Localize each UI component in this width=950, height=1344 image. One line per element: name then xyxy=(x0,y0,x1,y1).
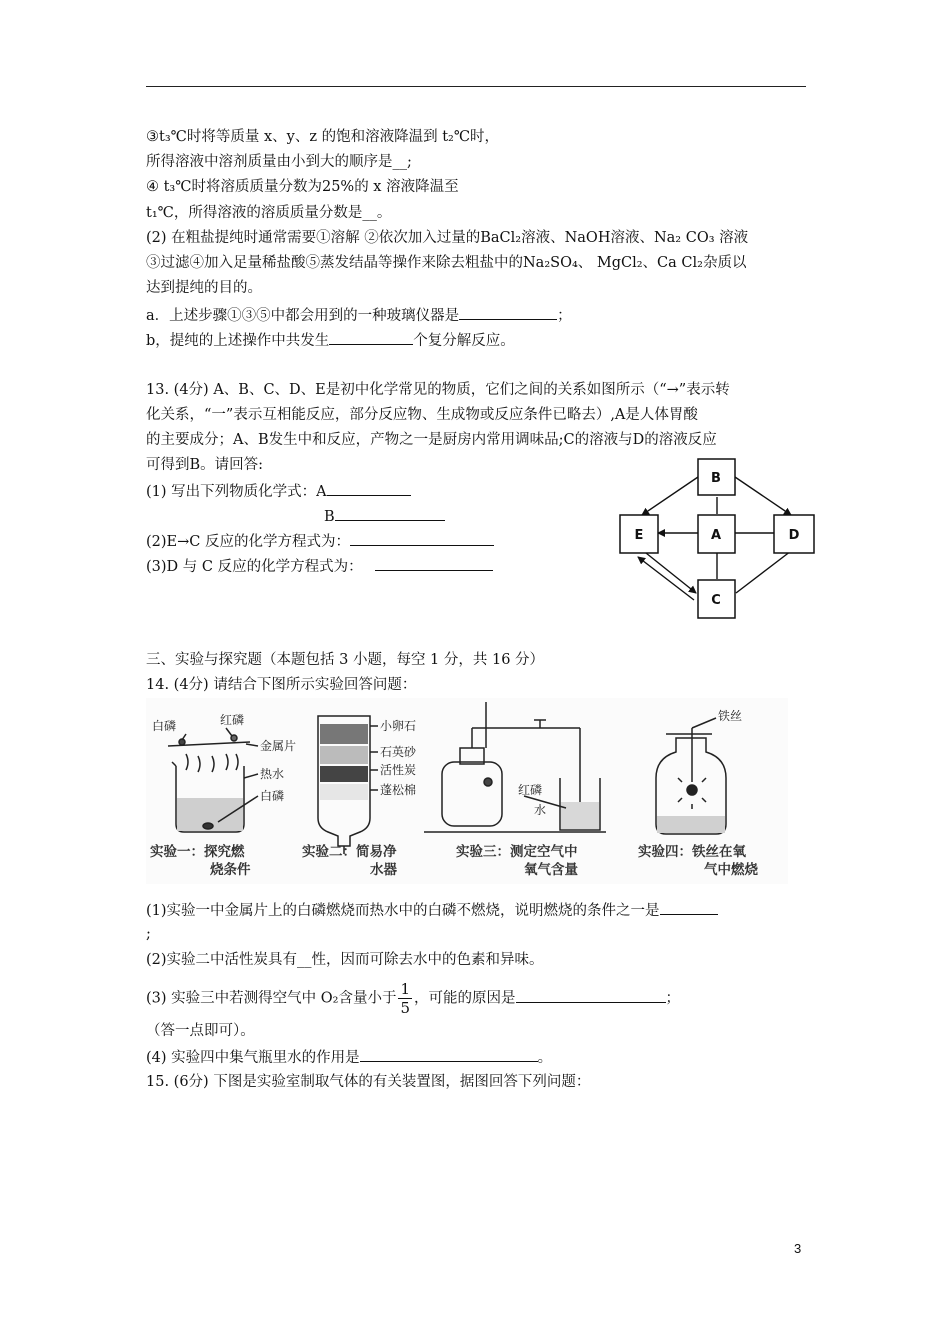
fraction-numerator: 1 xyxy=(400,980,411,998)
q14-line-5-text: (4) 实验四中集气瓶里水的作用是 xyxy=(146,1050,360,1066)
q12-line-2: 所得溶液中溶剂质量由小到大的顺序是__; xyxy=(146,154,412,170)
q12-line-8-end: ； xyxy=(557,308,572,324)
q14-line-5 xyxy=(146,1047,552,1067)
node-B-label: B xyxy=(711,471,721,486)
relationship-diagram xyxy=(608,455,823,630)
q12-line-3: ④ t₃℃时将溶质质量分数为25%的 x 溶液降温至 xyxy=(146,179,459,195)
answer-blank-B-formula[interactable] xyxy=(335,506,445,521)
q12-line-8 xyxy=(146,305,572,325)
q12-line-9-end: 个复分解反应。 xyxy=(413,333,515,349)
q12-line-4: t₁℃，所得溶液的溶质质量分数是__。 xyxy=(146,205,392,221)
q12-line-9 xyxy=(146,330,515,350)
q14-title: 14. (4分) 请结合下图所示实验回答问题： xyxy=(146,677,417,693)
fig-label-activated-carbon: 活性炭 xyxy=(380,763,417,777)
answer-blank-water-purpose[interactable] xyxy=(360,1047,538,1062)
node-A-label: A xyxy=(710,528,722,543)
answer-blank-A-formula[interactable] xyxy=(327,481,411,496)
q13-line-6-text: B xyxy=(324,509,335,525)
node-D-label: D xyxy=(788,528,800,543)
caption-exp2-a: 实验二：简易净 xyxy=(302,844,397,860)
answer-blank-reason[interactable] xyxy=(516,988,666,1003)
q12-line-7: 达到提纯的目的。 xyxy=(146,280,262,296)
fig-label-white-phosphorus-2: 白磷 xyxy=(260,789,285,803)
fig-label-white-phosphorus: 白磷 xyxy=(152,719,177,733)
q13-line-5 xyxy=(146,481,411,501)
experiment-figure xyxy=(146,698,788,884)
answer-blank-E-to-C-equation[interactable] xyxy=(350,531,494,546)
caption-exp4-a: 实验四：铁丝在氧 xyxy=(638,844,746,860)
section-3-heading: 三、实验与探究题（本题包括 3 小题，每空 1 分，共 16 分） xyxy=(146,652,545,668)
fig-label-water: 水 xyxy=(534,803,547,817)
q14-line-2: (2)实验二中活性炭具有__性，因而可除去水中的色素和异味。 xyxy=(146,952,544,968)
q14-line-1 xyxy=(146,900,718,920)
answer-blank-reaction-count[interactable] xyxy=(329,330,413,345)
q15-title: 15. (6分) 下图是实验室制取气体的有关装置图，据图回答下列问题： xyxy=(146,1074,591,1090)
q14-line-4: （答一点即可）。 xyxy=(146,1023,255,1039)
q13-line-7-text: (2)E→C 反应的化学方程式为： xyxy=(146,534,350,550)
q13-line-6 xyxy=(324,506,445,526)
page-number: 3 xyxy=(794,1241,802,1256)
answer-blank-glass-instrument[interactable] xyxy=(459,305,557,320)
answer-blank-combustion-condition[interactable] xyxy=(660,900,718,915)
fraction-one-fifth xyxy=(398,980,412,1017)
fig-label-red-phosphorus-3: 红磷 xyxy=(518,783,543,797)
fig-label-metal-sheet: 金属片 xyxy=(260,739,297,753)
q12-line-1: ③t₃℃时将等质量 x、y、z 的饱和溶液降温到 t₂℃时， xyxy=(146,129,500,145)
fig-label-red-phosphorus: 红磷 xyxy=(220,713,245,727)
caption-exp3-b: 氧气含量 xyxy=(524,862,578,878)
q14-line-5-end: 。 xyxy=(537,1050,553,1066)
q14-line-3-mid: ，可能的原因是 xyxy=(414,990,516,1007)
q12-line-8-text: a．上述步骤①③⑤中都会用到的一种玻璃仪器是 xyxy=(146,308,460,324)
q13-line-5-text: (1) 写出下列物质化学式：A xyxy=(146,484,327,500)
q13-line-1: 13. (4分) A、B、C、D、E是初中化学常见的物质，它们之间的关系如图所示（“→”表示转 xyxy=(146,382,730,398)
fig-label-iron-wire: 铁丝 xyxy=(718,709,743,723)
fig-label-cotton: 蓬松棉 xyxy=(380,783,417,797)
answer-blank-D-C-equation[interactable] xyxy=(375,556,493,571)
q14-line-3-end: ； xyxy=(665,990,681,1007)
node-C-label: C xyxy=(711,593,721,608)
header-rule xyxy=(146,86,806,87)
q13-line-8-text: (3)D 与 C 反应的化学方程式为： xyxy=(146,559,363,575)
q14-line-3-text: (3) 实验三中若测得空气中 O₂含量小于 xyxy=(146,990,397,1007)
q13-line-7 xyxy=(146,531,494,551)
caption-exp3-a: 实验三：测定空气中 xyxy=(456,844,578,860)
caption-exp2-b: 水器 xyxy=(370,862,397,878)
caption-exp1-b: 烧条件 xyxy=(210,862,251,878)
fig-label-quartz-sand: 石英砂 xyxy=(380,745,417,759)
q13-line-8 xyxy=(146,556,493,576)
q12-line-6: ③过滤④加入足量稀盐酸⑤蒸发结晶等操作来除去粗盐中的Na₂SO₄、 MgCl₂、Ca Cl₂杂质以 xyxy=(146,255,747,271)
q14-line-1-end: ; xyxy=(146,926,151,942)
q13-line-3: 的主要成分；A、B发生中和反应，产物之一是厨房内常用调味品;C的溶液与D的溶液反应 xyxy=(146,432,717,448)
node-E-label: E xyxy=(634,528,644,543)
q14-line-3 xyxy=(146,980,680,1017)
q12-line-9-text: b，提纯的上述操作中共发生 xyxy=(146,333,330,349)
fraction-denominator: 5 xyxy=(400,999,411,1017)
caption-exp1-a: 实验一：探究燃 xyxy=(150,844,245,860)
q13-line-2: 化关系，“一”表示互相能反应，部分反应物、生成物或反应条件已略去）,A是人体胃酸 xyxy=(146,407,698,423)
q14-line-1-text: (1)实验一中金属片上的白磷燃烧而热水中的白磷不燃烧，说明燃烧的条件之一是 xyxy=(146,903,660,919)
fig-label-hot-water: 热水 xyxy=(260,767,285,781)
caption-exp4-b: 气中燃烧 xyxy=(704,862,758,878)
q13-line-4: 可得到B。请回答: xyxy=(146,457,264,473)
fig-label-pebbles: 小卵石 xyxy=(380,719,417,733)
q12-line-5: (2) 在粗盐提纯时通常需要①溶解 ②依次加入过量的BaCl₂溶液、NaOH溶液、Na₂ CO₃ 溶液 xyxy=(146,230,749,246)
